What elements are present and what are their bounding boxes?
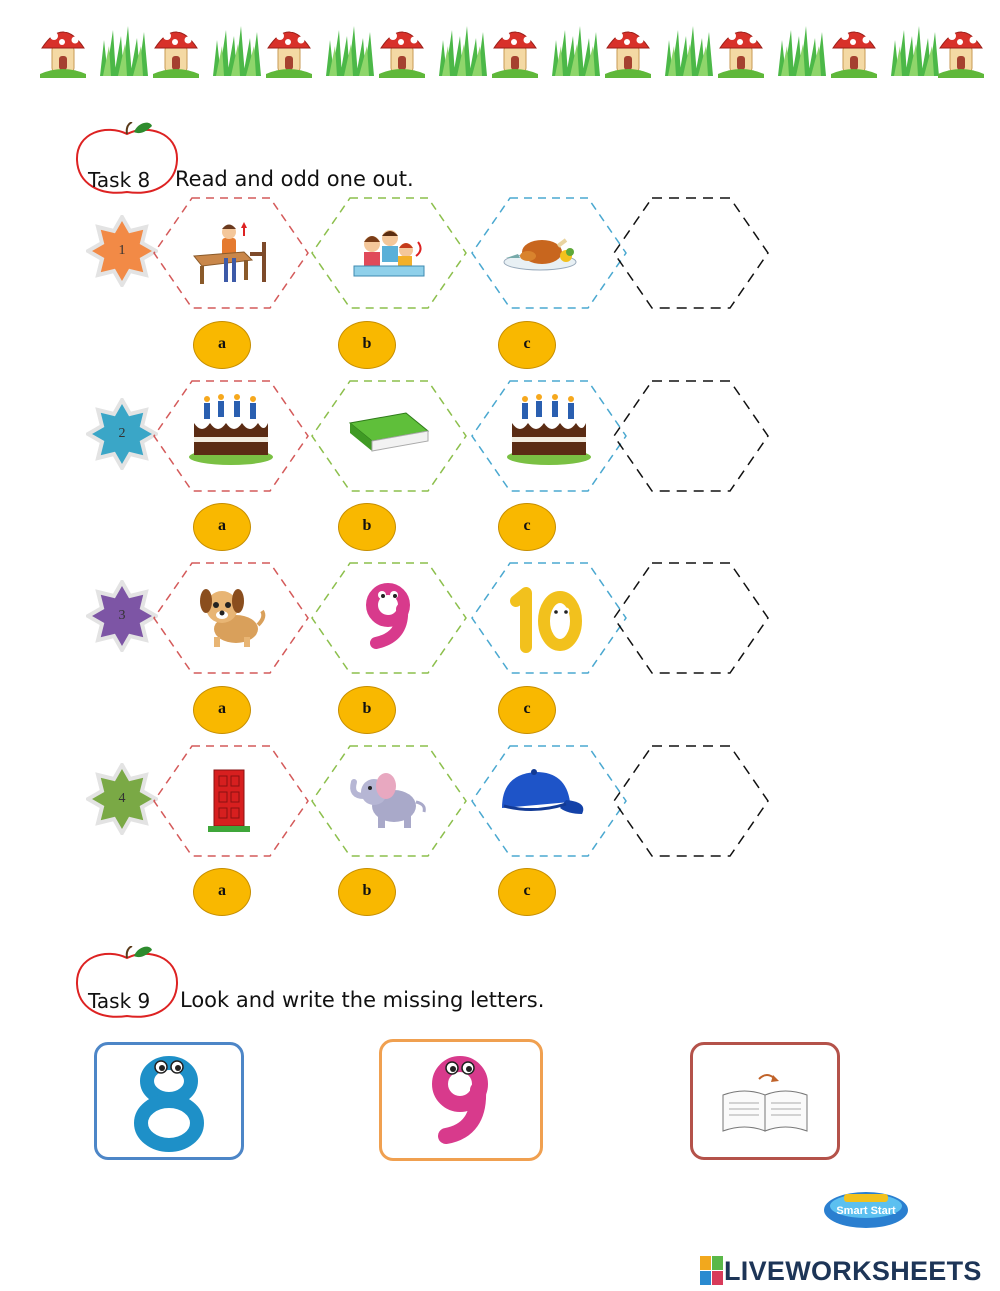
- birthday-cake-icon: [470, 379, 628, 493]
- task8-label: Task 8: [88, 168, 151, 192]
- option-c-button[interactable]: c: [498, 868, 556, 916]
- answer-hexagon[interactable]: [612, 196, 770, 310]
- picture-card: [379, 1039, 543, 1161]
- answer-hexagon[interactable]: [612, 379, 770, 493]
- smart-start-logo: [822, 1186, 910, 1230]
- picture-hexagon: [152, 744, 310, 858]
- question-number-badge: 4: [86, 763, 158, 835]
- answer-hexagon[interactable]: [612, 744, 770, 858]
- option-a-button[interactable]: a: [193, 503, 251, 551]
- picture-hexagon: [310, 196, 468, 310]
- liveworksheets-logo: [700, 1254, 982, 1288]
- option-b-button[interactable]: b: [338, 321, 396, 369]
- picture-hexagon: [152, 561, 310, 675]
- blue-cap-icon: [470, 744, 628, 858]
- birthday-cake-icon: [152, 379, 310, 493]
- brand-name: LIVEWORKSHEETS: [724, 1255, 982, 1286]
- option-c-button[interactable]: c: [498, 686, 556, 734]
- picture-hexagon: [470, 196, 628, 310]
- task9-title: Look and write the missing letters.: [180, 988, 545, 1012]
- picture-hexagon: [470, 379, 628, 493]
- picture-hexagon: [310, 379, 468, 493]
- picture-hexagon: [152, 379, 310, 493]
- option-a-button[interactable]: a: [193, 321, 251, 369]
- answer-hexagon[interactable]: [612, 561, 770, 675]
- number-nine-icon: [382, 1042, 540, 1158]
- number-ten-icon: [470, 561, 628, 675]
- number-nine-icon: [310, 561, 468, 675]
- picture-hexagon: [310, 744, 468, 858]
- picture-card: [94, 1042, 244, 1160]
- picture-hexagon: [470, 744, 628, 858]
- option-b-button[interactable]: b: [338, 503, 396, 551]
- mushroom-grass-border: [0, 10, 1000, 80]
- option-a-button[interactable]: a: [193, 686, 251, 734]
- open-book-icon: [693, 1045, 837, 1157]
- question-number-badge: 3: [86, 580, 158, 652]
- option-c-button[interactable]: c: [498, 321, 556, 369]
- question-number-badge: 2: [86, 398, 158, 470]
- red-door-icon: [152, 744, 310, 858]
- option-b-button[interactable]: b: [338, 686, 396, 734]
- puppy-icon: [152, 561, 310, 675]
- svg-text:Smart Start: Smart Start: [836, 1205, 896, 1217]
- picture-hexagon: [152, 196, 310, 310]
- option-b-button[interactable]: b: [338, 868, 396, 916]
- picture-card: [690, 1042, 840, 1160]
- elephant-icon: [310, 744, 468, 858]
- live-badge-icon: [700, 1256, 724, 1286]
- task9-label: Task 9: [88, 989, 151, 1013]
- question-number-badge: 1: [86, 215, 158, 287]
- task8-title: Read and odd one out.: [175, 167, 414, 191]
- option-c-button[interactable]: c: [498, 503, 556, 551]
- chicken-dinner-icon: [470, 196, 628, 310]
- picture-hexagon: [310, 561, 468, 675]
- family-at-table-icon: [310, 196, 468, 310]
- green-book-icon: [310, 379, 468, 493]
- option-a-button[interactable]: a: [193, 868, 251, 916]
- picture-hexagon: [470, 561, 628, 675]
- boy-at-desk-icon: [152, 196, 310, 310]
- number-eight-icon: [97, 1045, 241, 1157]
